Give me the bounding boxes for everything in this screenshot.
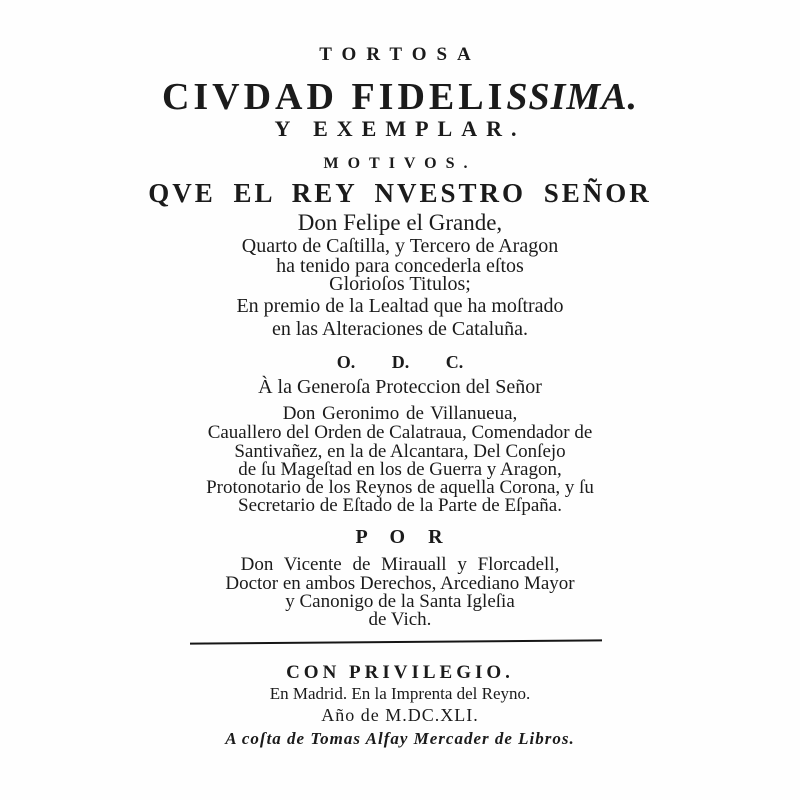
author-title-line: Doctor en ambos Derechos, Arcediano Mayor: [225, 573, 575, 594]
author-title-line: de Vich.: [368, 609, 432, 630]
title-main-roman: CIVDAD FIDELI: [161, 76, 507, 118]
motives-line: Glorioſos Titulos;: [329, 273, 471, 295]
imprint-bookseller: A coſta de Tomas Alfay Mercader de Libros.: [225, 729, 575, 748]
imprint-year: Año de M.DC.XLI.: [321, 705, 479, 725]
dedication-title-line: Secretario de Eſtado de la Parte de Eſpaña.: [238, 495, 562, 516]
motives-premio-line: En premio de la Lealtad que ha moſtrado: [236, 295, 564, 317]
dedication-odc: O. D. C.: [336, 352, 464, 372]
dedication-title-line: Protonotario de los Reynos de aquella Corona, y ſu: [206, 477, 594, 498]
author-por: P O R: [355, 526, 445, 548]
dedication-title-line: de ſu Mageſtad en los de Guerra y Aragon,: [238, 459, 562, 480]
dedication-dedicatee: Don Geronimo de Villanueua,: [282, 403, 518, 424]
dedication-title-line: Cauallero del Orden de Calatraua, Comendador de: [207, 422, 593, 443]
motives-premio-line: en las Alteraciones de Cataluña.: [271, 318, 528, 340]
motives-heading: MOTIVOS.: [323, 155, 477, 172]
author-name: Don Vicente de Mirauall y Florcadell,: [240, 554, 560, 575]
title-subtitle: Y EXEMPLAR.: [274, 116, 526, 141]
motives-line: Quarto de Caſtilla, y Tercero de Aragon: [241, 235, 559, 257]
title-main: [0, 78, 800, 116]
dedication-intro: À la Generoſa Proteccion del Señor: [258, 376, 542, 398]
author-title-line: y Canonigo de la Santa Igleſia: [285, 591, 515, 612]
imprint-place: En Madrid. En la Imprenta del Reyno.: [269, 684, 531, 703]
title-city: TORTOSA: [319, 44, 481, 65]
horizontal-rule: [190, 639, 602, 644]
motives-line: ha tenido para concederla eſtos: [276, 255, 524, 277]
motives-king-name: Don Felipe el Grande,: [297, 210, 503, 235]
imprint-privilege: CON PRIVILEGIO.: [286, 662, 514, 683]
dedication-title-line: Santivañez, en la de Alcantara, Del Conſejo: [234, 441, 566, 462]
motives-king-line: QVE EL REY NVESTRO SEÑOR: [148, 178, 652, 208]
title-main-italic: SSIMA.: [506, 76, 639, 118]
